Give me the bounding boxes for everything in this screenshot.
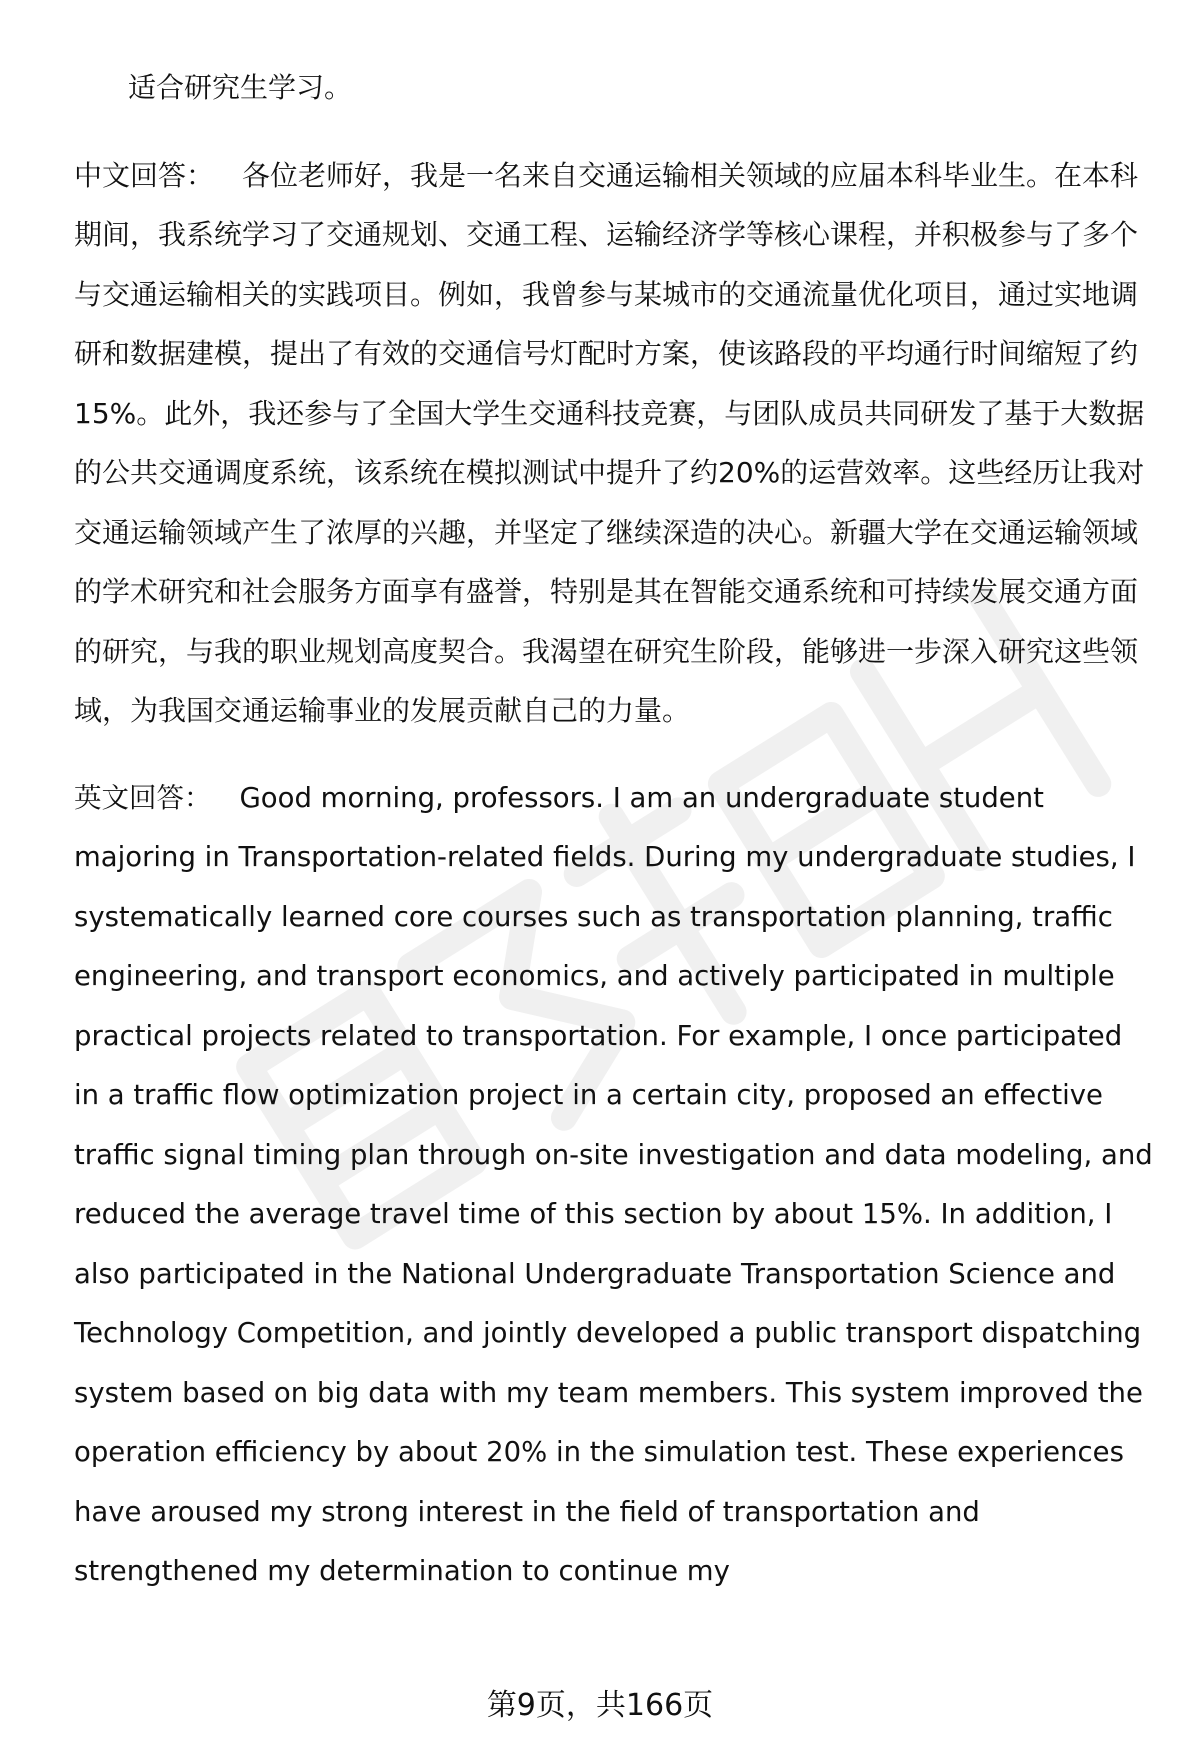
english-answer-label: 英文回答： — [74, 781, 212, 814]
document-body — [74, 58, 1154, 1602]
chinese-answer-text: 各位老师好，我是一名来自交通运输相关领域的应届本科毕业生。在本科期间，我系统学习了交通规划、交通工程、运输经济学等核心课程，并积极参与了多个与交通运输相关的实践项目。例如，我曾参与某城市的交通流量优化项目，通过实地调研和数据建模，提出了有效的交通信号灯配时方案，使该路段的平均通行时间缩短了约15%。此外，我还参与了全国大学生交通科技竞赛，与团队成员共同研发了基于大数据的公共交通调度系统，该系统在模拟测试中提升了约20%的运营效率。这些经历让我对交通运输领域产生了浓厚的兴趣，并坚定了继续深造的决心。新疆大学在交通运输领域的学术研究和社会服务方面享有盛誉，特别是其在智能交通系统和可持续发展交通方面的研究，与我的职业规划高度契合。我渴望在研究生阶段，能够进一步深入研究这些领域，为我国交通运输事业的发展贡献自己的力量。 — [74, 158, 1145, 727]
chinese-answer-paragraph — [74, 146, 1154, 741]
page-indicator: 第9页，共166页 — [486, 1688, 714, 1723]
english-answer-paragraph — [74, 769, 1154, 1602]
paragraph-spacer — [74, 741, 1154, 769]
english-answer-text: Good morning, professors. I am an undergraduate student majoring in Transportation-related fields. During my undergraduate studies, I systematically learned core courses such as transportation planning, traffic engineering, and transport economics, and actively participated in multiple practical projects related to transportation. For example, I once participated in a traffic flow optimization project in a certain city, proposed an effective traffic signal timing plan through on-site investigation and data modeling, and reduced the average travel time of this section by about 15%. In addition, I also participated in the National Undergraduate Transportation Science and Technology Competition, and jointly developed a public transport dispatching system based on big data with my team members. This system improved the operation efficiency by about 20% in the simulation test. These experiences have aroused my strong interest in the field of transportation and strengthened my determination to continue my — [74, 781, 1153, 1587]
chinese-answer-label: 中文回答： — [74, 158, 215, 192]
continuation-line: 适合研究生学习。 — [128, 71, 353, 104]
paragraph-spacer — [74, 118, 1154, 146]
